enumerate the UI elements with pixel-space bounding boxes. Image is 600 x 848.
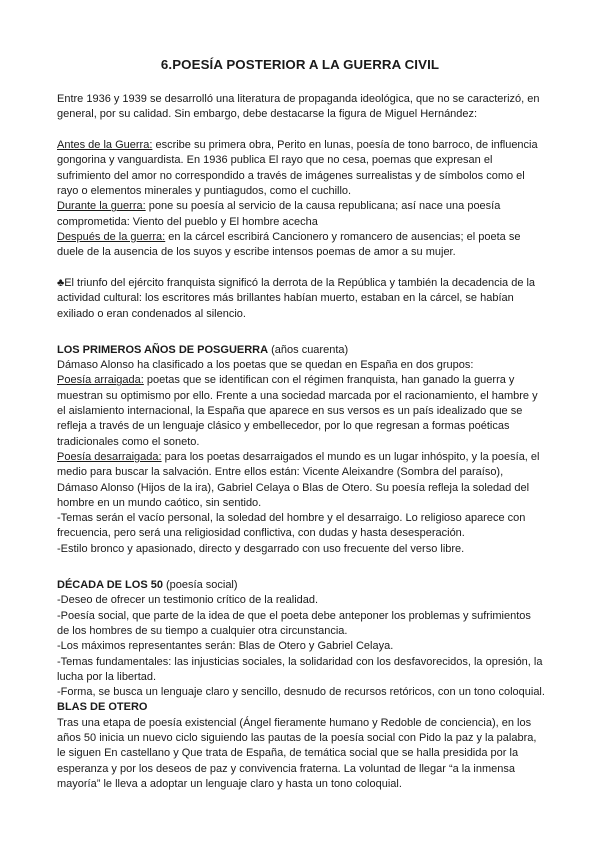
decada50-heading-note: (poesía social) (162, 579, 238, 592)
decada50-point: -Deseo de ofrecer un testimonio crítico de la realidad. (57, 594, 319, 607)
hernandez-after-war (57, 230, 545, 261)
hernandez-before-war (57, 138, 545, 199)
decada50-point: -Temas fundamentales: las injusticias sociales, la solidaridad con los desfavorecidos, la opresión, la lucha por la libertad. (57, 655, 543, 683)
document-body (57, 92, 545, 792)
label-despues: Después de la guerra: (57, 230, 166, 243)
decada50-point: -Poesía social, que parte de la idea de que el poeta debe anteponer los problemas y sufrimientos de los hombres de su tiempo a cualquier otra circunstancia. (57, 609, 531, 637)
triumph-paragraph: ♣El triunfo del ejército franquista significó la derrota de la República y también la decadencia de la actividad cultural: los escritores más brillantes habían muerto, estaban en la cárcel, se habían exiliado o eran condenados al silencio. (57, 276, 536, 320)
decada50-point: -Los máximos representantes serán: Blas de Otero y Gabriel Celaya. (57, 640, 394, 653)
posguerra-heading-text: LOS PRIMEROS AÑOS DE POSGUERRA (57, 343, 269, 356)
text-durante: pone su poesía al servicio de la causa republicana; así nace una poesía comprometida: Viento del pueblo y El hombre acecha (57, 200, 501, 228)
desarraigada-text: para los poetas desarraigados el mundo es un lugar inhóspito, y la poesía, el medio para buscar la salvación. Entre ellos están: Vicente Aleixandre (Sombra del paraíso), Dámaso Alonso (Hijos de la ira), Gabriel Celaya o Blas de Otero. Su poesía refleja la soledad del hombre en un mundo caótico, sin sentido. (57, 450, 540, 509)
decada50-heading (57, 578, 545, 593)
decada50-heading-text: DÉCADA DE LOS 50 (57, 579, 163, 592)
decada50-point: -Forma, se busca un lenguaje claro y sencillo, desnudo de recursos retóricos, con un tono coloquial. (57, 686, 545, 699)
desarraigada-label: Poesía desarraigada: (57, 450, 162, 463)
intro-paragraph: Entre 1936 y 1939 se desarrolló una literatura de propaganda ideológica, que no se caracterizó, en general, por su calidad. Sin embargo, debe destacarse la figura de Miguel Hernández: (57, 93, 540, 121)
label-durante: Durante la guerra: (57, 200, 146, 213)
text-despues: en la cárcel escribirá Cancionero y romancero de ausencias; el poeta se duele de la ausencia de los suyos y escribe intensos poemas de amor a su mujer. (57, 230, 521, 259)
arraigada-text: poetas que se identifican con el régimen franquista, han ganado la guerra y muestran su optimismo por ello. Frente a una sociedad marcada por el racionamiento, el hambre y el aislamiento internacional, la España que aparece en sus versos es un país idealizado que se refleja a través de un lenguaje clásico y embellecedor, por lo que regresan a formas poéticas tradicionales como el soneto. (57, 374, 538, 448)
hernandez-during-war (57, 199, 545, 230)
posguerra-heading (57, 343, 545, 358)
page-title: 6.POESÍA POSTERIOR A LA GUERRA CIVIL (160, 57, 440, 72)
posguerra-point: -Temas serán el vacío personal, la soledad del hombre y el desarraigo. Lo religioso aparece con frecuencia, pero será una religiosidad conflictiva, con dudas y hasta desesperación. (57, 512, 526, 540)
posguerra-point: -Estilo bronco y apasionado, directo y desgarrado con uso frecuente del verso libre. (57, 542, 465, 555)
poesia-arraigada (57, 373, 545, 449)
blas-paragraph: Tras una etapa de poesía existencial (Ángel fieramente humano y Redoble de conciencia), en los años 50 inicia un nuevo ciclo siguiendo las pautas de la poesía social con Pido la paz y la palabra, le siguen En castellano y Que trata de España, de temática social que se halla presidida por la esperanza y por los deseos de paz y convivencia fraterna. La voluntad de llegar “a la inmensa mayoría” le lleva a adoptar un lenguaje claro y hasta un tono coloquial. (57, 716, 537, 790)
blas-heading: BLAS DE OTERO (57, 701, 148, 714)
arraigada-label: Poesía arraigada: (57, 374, 144, 387)
poesia-desarraigada (57, 450, 545, 511)
posguerra-heading-note: (años cuarenta) (268, 343, 349, 356)
posguerra-intro: Dámaso Alonso ha clasificado a los poetas que se quedan en España en dos grupos: (57, 359, 474, 372)
text-antes: escribe su primera obra, Perito en lunas, poesía de tono barroco, de influencia gongorina y vanguardista. En 1936 publica El rayo que no cesa, poemas que expresan el sufrimiento del amor no correspondido a través de imágenes surrealistas y de símbolos como el rayo o elementos minerales y puntiagudos, como el cuchillo. (57, 139, 538, 197)
label-antes: Antes de la Guerra: (57, 139, 153, 152)
